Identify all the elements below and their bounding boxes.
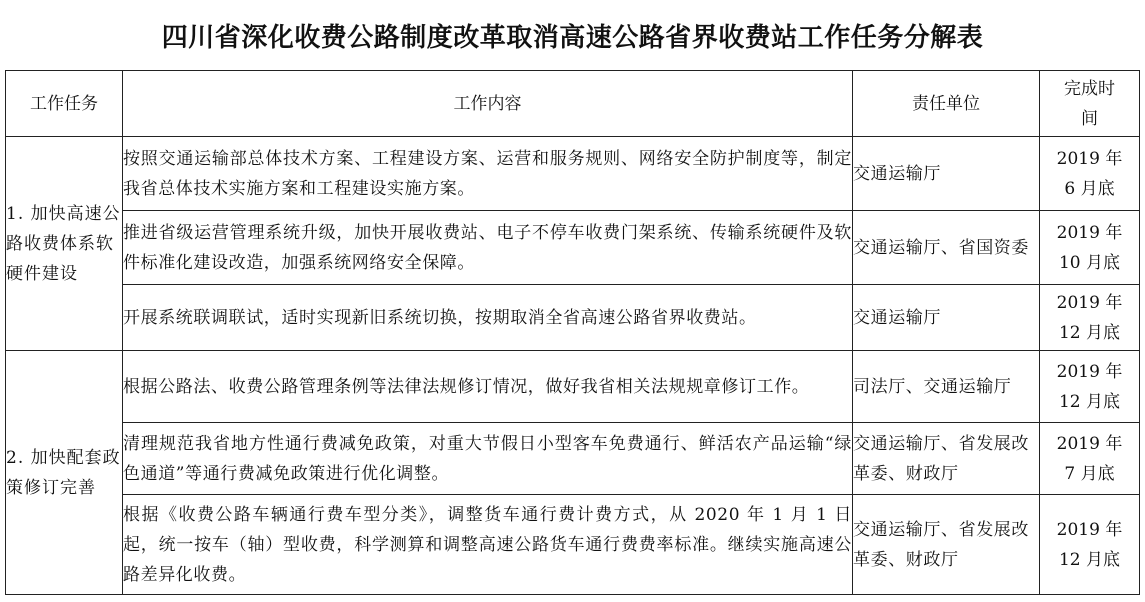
header-content: 工作内容 [123,71,853,137]
content-cell: 根据公路法、收费公路管理条例等法律法规修订情况，做好我省相关法规规章修订工作。 [123,351,853,423]
unit-cell: 交通运输厅、省国资委 [853,211,1040,285]
time-cell: 2019 年 12 月底 [1040,285,1140,351]
time-cell: 2019 年 10 月底 [1040,211,1140,285]
header-task: 工作任务 [6,71,123,137]
time-cell: 2019 年 7 月底 [1040,423,1140,495]
table-row [6,351,1140,423]
unit-cell: 交通运输厅 [853,285,1040,351]
task-group-2: 2. 加快配套政策修订完善 [6,351,123,595]
page-title: 四川省深化收费公路制度改革取消高速公路省界收费站工作任务分解表 [161,23,984,53]
table-header-row [6,71,1140,137]
task-group-1: 1. 加快高速公路收费体系软硬件建设 [6,137,123,351]
time-cell: 2019 年 6 月底 [1040,137,1140,211]
content-cell: 开展系统联调联试，适时实现新旧系统切换，按期取消全省高速公路省界收费站。 [123,285,853,351]
content-cell: 根据《收费公路车辆通行费车型分类》，调整货车通行费计费方式，从 2020 年 1 月 1 日起，统一按车（轴）型收费，科学测算和调整高速公路货车通行费费率标准。继续实施高速公路差异化收费。 [123,495,853,595]
time-cell: 2019 年 12 月底 [1040,495,1140,595]
header-unit: 责任单位 [853,71,1040,137]
unit-cell: 交通运输厅、省发展改革委、财政厅 [853,495,1040,595]
content-cell: 推进省级运营管理系统升级，加快开展收费站、电子不停车收费门架系统、传输系统硬件及软件标准化建设改造，加强系统网络安全保障。 [123,211,853,285]
unit-cell: 交通运输厅、省发展改革委、财政厅 [853,423,1040,495]
task-table [5,70,1140,595]
header-time: 完成时间 [1040,71,1140,137]
table-row [6,137,1140,211]
content-cell: 清理规范我省地方性通行费减免政策，对重大节假日小型客车免费通行、鲜活农产品运输“绿色通道”等通行费减免政策进行优化调整。 [123,423,853,495]
table-row [6,423,1140,495]
unit-cell: 交通运输厅 [853,137,1040,211]
table-row [6,211,1140,285]
unit-cell: 司法厅、交通运输厅 [853,351,1040,423]
time-cell: 2019 年 12 月底 [1040,351,1140,423]
content-cell: 按照交通运输部总体技术方案、工程建设方案、运营和服务规则、网络安全防护制度等，制定我省总体技术实施方案和工程建设实施方案。 [123,137,853,211]
table-row [6,285,1140,351]
table-row [6,495,1140,595]
